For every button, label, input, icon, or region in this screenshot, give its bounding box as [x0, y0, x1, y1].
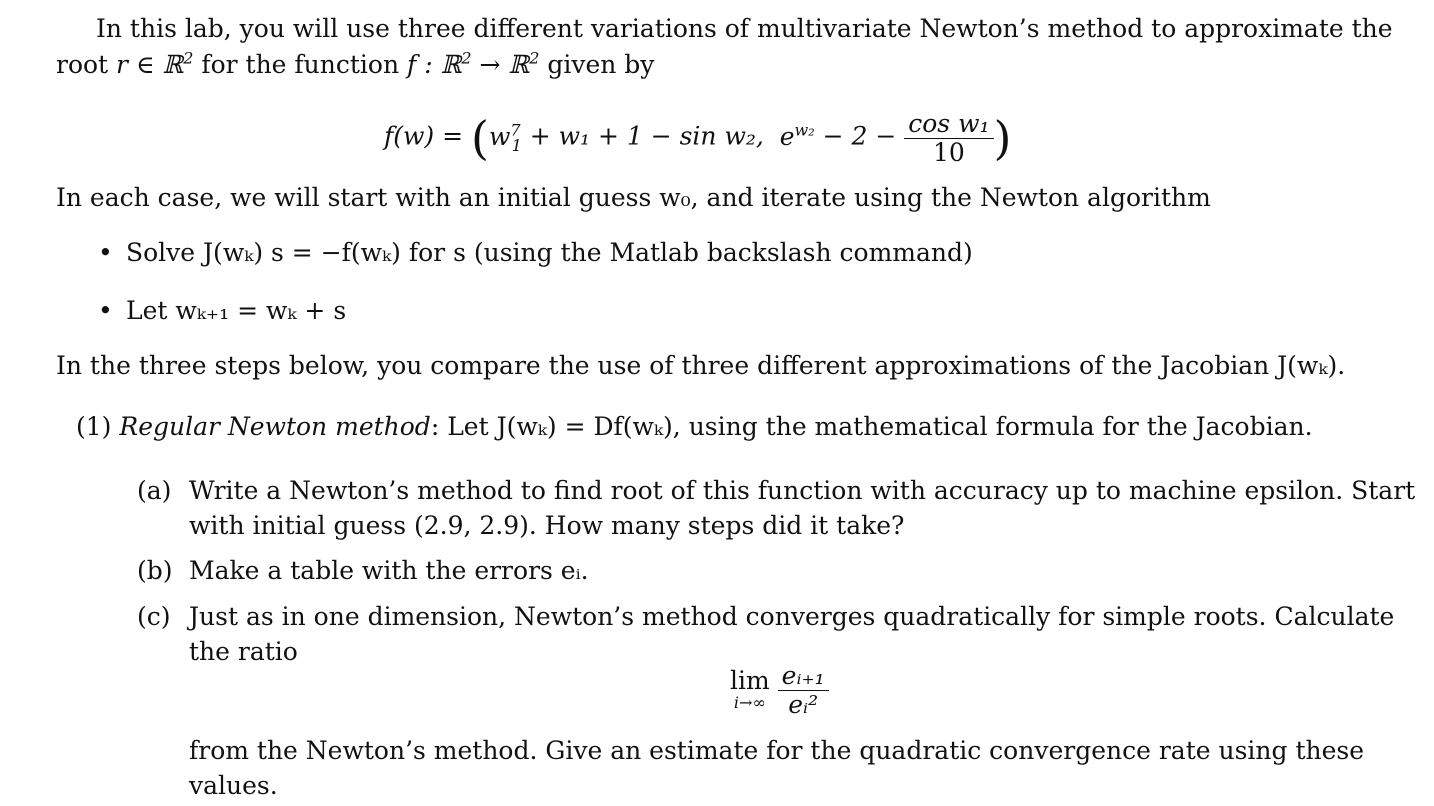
- equation-second-term: $e^{w_2}$: [779, 120, 815, 151]
- bullet-text-solve: Solve J(wₖ) s = −f(wₖ) for s (using the Matlab backslash command): [126, 238, 973, 267]
- equation-lhs: f(w) =: [384, 121, 464, 151]
- equation-fraction: [904, 110, 993, 166]
- limit-denominator: eᵢ²: [778, 690, 829, 719]
- root-symbol: r ∈ ℝ$^2$: [116, 48, 194, 79]
- fraction-numerator: cos w₁: [908, 109, 990, 138]
- equation-second-rest: − 2 −: [814, 121, 897, 151]
- steps-intro: In the three steps below, you compare the use of three different approximations of the Jacobian J(wₖ).: [56, 351, 1346, 380]
- bullet-item-solve: [98, 238, 973, 268]
- limit-expression: [730, 662, 829, 718]
- subitem-a-label: (a): [137, 476, 172, 505]
- subitem-c-label: (c): [137, 602, 171, 631]
- bullet-item-update: [98, 296, 346, 326]
- subitem-c-line-4: values.: [189, 771, 278, 800]
- fraction-denominator: 10: [904, 138, 993, 167]
- right-paren: ): [993, 111, 1012, 165]
- subitem-b-text: Make a table with the errors eᵢ.: [189, 556, 589, 585]
- limit-numerator: eᵢ₊₁: [781, 661, 825, 690]
- item-1: [76, 412, 1313, 442]
- intro-line-2-part-a: root: [56, 50, 117, 79]
- bullet-text-update: Let wₖ₊₁ = wₖ + s: [126, 296, 347, 325]
- equation-first-rest: + w₁ + 1 − sin w₂,: [521, 121, 764, 151]
- intro-line-1: In this lab, you will use three different variations of multivariate Newton’s method to approximate the: [96, 14, 1393, 43]
- iteration-intro: In each case, we will start with an initial guess w₀, and iterate using the Newton algorithm: [56, 183, 1211, 212]
- limit-word: lim: [730, 666, 770, 696]
- function-equation: [384, 110, 1011, 166]
- intro-line-2: [56, 50, 654, 80]
- intro-line-2-part-c: given by: [539, 50, 655, 79]
- item-1-text: : Let J(wₖ) = Df(wₖ), using the mathematical formula for the Jacobian.: [430, 412, 1313, 441]
- item-1-title: Regular Newton method: [119, 412, 431, 441]
- subitem-b-label: (b): [137, 556, 173, 585]
- left-paren: (: [471, 111, 489, 165]
- bullet-dot: •: [98, 238, 113, 267]
- limit-subscript: i→∞: [733, 692, 766, 712]
- subitem-c-line-1: Just as in one dimension, Newton’s method converges quadratically for simple roots. Calculate: [189, 602, 1395, 631]
- subitem-a-line-2: with initial guess (2.9, 2.9). How many steps did it take?: [189, 511, 905, 540]
- subitem-a-line-1: Write a Newton’s method to find root of this function with accuracy up to machine epsilon. Start: [189, 476, 1416, 505]
- bullet-dot: •: [98, 296, 113, 325]
- limit-operator: [730, 668, 770, 711]
- limit-fraction: [778, 662, 829, 718]
- subitem-c-line-2: the ratio: [189, 637, 298, 666]
- subitem-c-line-3: from the Newton’s method. Give an estimate for the quadratic convergence rate using these: [189, 736, 1365, 765]
- equation-first-term: $w^7_1$: [488, 120, 522, 155]
- intro-line-2-part-b: for the function: [193, 50, 408, 79]
- function-signature: f : ℝ$^2$ → ℝ$^2$: [407, 48, 540, 79]
- item-1-number: (1): [76, 412, 112, 441]
